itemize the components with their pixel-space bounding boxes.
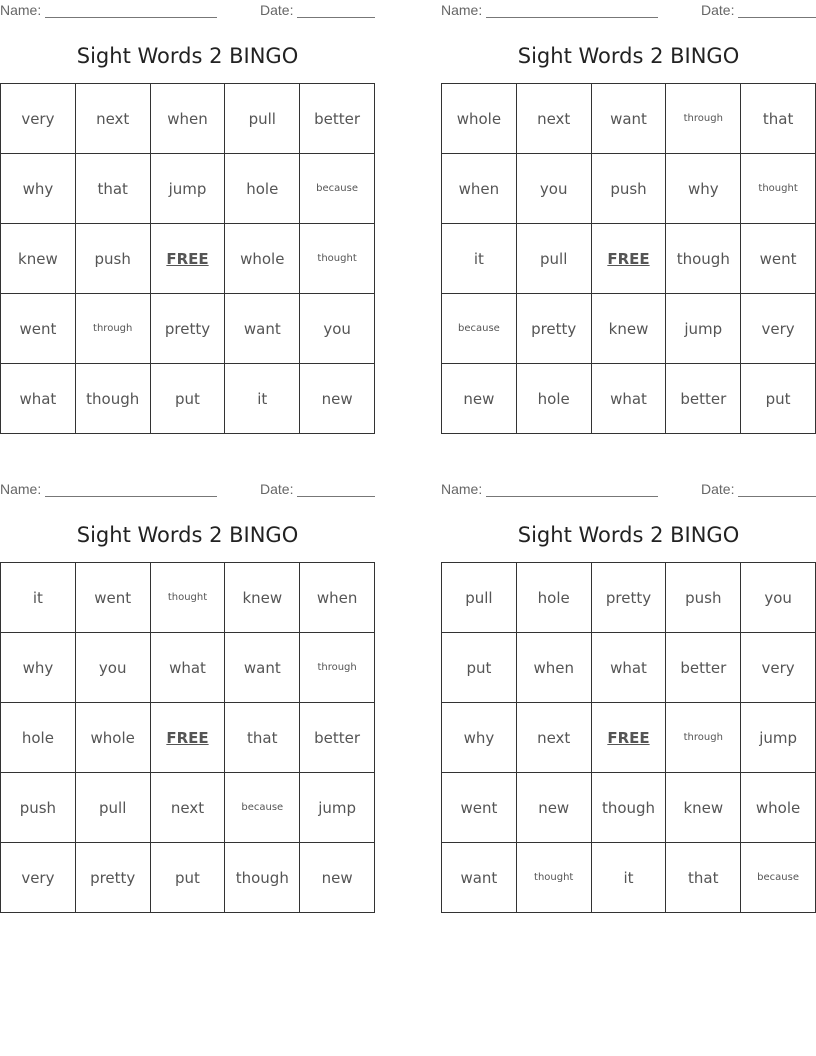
bingo-cell[interactable]: want xyxy=(225,294,300,364)
bingo-cell[interactable]: pretty xyxy=(592,563,667,633)
bingo-cell[interactable]: that xyxy=(76,154,151,224)
bingo-card xyxy=(0,479,375,919)
bingo-cell[interactable]: knew xyxy=(1,224,76,294)
bingo-card xyxy=(0,0,375,440)
bingo-cell[interactable]: better xyxy=(666,633,741,703)
free-space-cell[interactable]: FREE xyxy=(151,703,226,773)
name-label: Name: xyxy=(441,2,487,18)
bingo-cell[interactable]: put xyxy=(151,843,226,913)
bingo-cell[interactable]: whole xyxy=(76,703,151,773)
date-label: Date: xyxy=(701,2,739,18)
bingo-cell[interactable]: when xyxy=(442,154,517,224)
bingo-cell[interactable]: that xyxy=(741,84,816,154)
bingo-cell[interactable]: put xyxy=(442,633,517,703)
bingo-cell[interactable]: knew xyxy=(592,294,667,364)
bingo-cell[interactable]: better xyxy=(300,84,375,154)
name-date-header xyxy=(0,0,375,20)
bingo-cell[interactable]: why xyxy=(666,154,741,224)
bingo-cell[interactable]: next xyxy=(151,773,226,843)
bingo-cell[interactable]: next xyxy=(517,84,592,154)
free-space-cell[interactable]: FREE xyxy=(592,224,667,294)
date-blank-line[interactable] xyxy=(738,17,816,18)
bingo-cell[interactable]: because xyxy=(741,843,816,913)
bingo-cell[interactable]: push xyxy=(1,773,76,843)
bingo-cell[interactable]: through xyxy=(76,294,151,364)
bingo-cell[interactable]: push xyxy=(666,563,741,633)
bingo-cell[interactable]: very xyxy=(1,843,76,913)
card-title: Sight Words 2 BINGO xyxy=(517,44,740,68)
bingo-cell[interactable]: very xyxy=(741,633,816,703)
bingo-cell[interactable]: better xyxy=(300,703,375,773)
bingo-cell[interactable]: it xyxy=(1,563,76,633)
bingo-cell[interactable]: though xyxy=(225,843,300,913)
bingo-cell[interactable]: you xyxy=(76,633,151,703)
bingo-cell[interactable]: hole xyxy=(517,364,592,434)
bingo-cell[interactable]: very xyxy=(741,294,816,364)
bingo-cell[interactable]: it xyxy=(592,843,667,913)
bingo-cell[interactable]: that xyxy=(666,843,741,913)
bingo-cell[interactable]: new xyxy=(442,364,517,434)
bingo-cell[interactable]: next xyxy=(76,84,151,154)
name-blank-line[interactable] xyxy=(486,496,658,497)
free-space-cell[interactable]: FREE xyxy=(592,703,667,773)
bingo-cell[interactable]: when xyxy=(151,84,226,154)
bingo-cell[interactable]: whole xyxy=(741,773,816,843)
bingo-cell[interactable]: because xyxy=(300,154,375,224)
name-label: Name: xyxy=(441,481,487,497)
bingo-cell[interactable]: pull xyxy=(517,224,592,294)
name-date-header xyxy=(0,479,375,499)
bingo-cell[interactable]: pull xyxy=(442,563,517,633)
bingo-cell[interactable]: next xyxy=(517,703,592,773)
bingo-card xyxy=(441,479,816,919)
bingo-cell[interactable]: hole xyxy=(517,563,592,633)
name-blank-line[interactable] xyxy=(45,496,217,497)
bingo-cell[interactable]: through xyxy=(666,84,741,154)
bingo-cell[interactable]: want xyxy=(442,843,517,913)
bingo-grid xyxy=(0,83,375,434)
name-blank-line[interactable] xyxy=(45,17,217,18)
bingo-cell[interactable]: push xyxy=(592,154,667,224)
bingo-cell[interactable]: through xyxy=(666,703,741,773)
bingo-cell[interactable]: new xyxy=(300,843,375,913)
bingo-card xyxy=(441,0,816,440)
bingo-cell[interactable]: though xyxy=(76,364,151,434)
bingo-cell[interactable]: why xyxy=(1,633,76,703)
bingo-cell[interactable]: it xyxy=(225,364,300,434)
bingo-cell[interactable]: what xyxy=(151,633,226,703)
bingo-cell[interactable]: jump xyxy=(300,773,375,843)
bingo-cell[interactable]: thought xyxy=(300,224,375,294)
bingo-cell[interactable]: better xyxy=(666,364,741,434)
date-blank-line[interactable] xyxy=(297,496,375,497)
bingo-cell[interactable]: knew xyxy=(225,563,300,633)
name-blank-line[interactable] xyxy=(486,17,658,18)
name-label: Name: xyxy=(0,481,46,497)
name-label: Name: xyxy=(0,2,46,18)
bingo-cell[interactable]: though xyxy=(666,224,741,294)
bingo-cell[interactable]: pull xyxy=(76,773,151,843)
free-space-cell[interactable]: FREE xyxy=(151,224,226,294)
bingo-cell[interactable]: went xyxy=(442,773,517,843)
bingo-cell[interactable]: pretty xyxy=(76,843,151,913)
bingo-cell[interactable]: put xyxy=(741,364,816,434)
bingo-grid xyxy=(0,562,375,913)
bingo-cell[interactable]: through xyxy=(300,633,375,703)
name-date-header xyxy=(441,479,816,499)
bingo-cell[interactable]: very xyxy=(1,84,76,154)
bingo-cell[interactable]: push xyxy=(76,224,151,294)
bingo-cell[interactable]: that xyxy=(225,703,300,773)
bingo-cell[interactable]: whole xyxy=(225,224,300,294)
bingo-cell[interactable]: it xyxy=(442,224,517,294)
bingo-cell[interactable]: you xyxy=(741,563,816,633)
bingo-cell[interactable]: why xyxy=(1,154,76,224)
bingo-cell[interactable]: want xyxy=(592,84,667,154)
date-label: Date: xyxy=(260,481,298,497)
bingo-cell[interactable]: want xyxy=(225,633,300,703)
date-label: Date: xyxy=(260,2,298,18)
bingo-cell[interactable]: new xyxy=(517,773,592,843)
card-title: Sight Words 2 BINGO xyxy=(517,523,740,547)
bingo-cell[interactable]: went xyxy=(1,294,76,364)
bingo-cell[interactable]: jump xyxy=(666,294,741,364)
bingo-cell[interactable]: went xyxy=(76,563,151,633)
bingo-cell[interactable]: thought xyxy=(517,843,592,913)
bingo-cell[interactable]: new xyxy=(300,364,375,434)
bingo-cell[interactable]: when xyxy=(517,633,592,703)
bingo-cell[interactable]: put xyxy=(151,364,226,434)
bingo-cell[interactable]: jump xyxy=(151,154,226,224)
bingo-cell[interactable]: though xyxy=(592,773,667,843)
bingo-cell[interactable]: because xyxy=(225,773,300,843)
bingo-cell[interactable]: because xyxy=(442,294,517,364)
bingo-cell[interactable]: pretty xyxy=(517,294,592,364)
bingo-cell[interactable]: hole xyxy=(225,154,300,224)
card-title: Sight Words 2 BINGO xyxy=(76,44,299,68)
bingo-cell[interactable]: you xyxy=(300,294,375,364)
bingo-cell[interactable]: whole xyxy=(442,84,517,154)
date-blank-line[interactable] xyxy=(738,496,816,497)
bingo-cell[interactable]: what xyxy=(1,364,76,434)
bingo-cell[interactable]: what xyxy=(592,633,667,703)
bingo-cell[interactable]: hole xyxy=(1,703,76,773)
bingo-cell[interactable]: thought xyxy=(151,563,226,633)
name-date-header xyxy=(441,0,816,20)
bingo-cell[interactable]: thought xyxy=(741,154,816,224)
bingo-cell[interactable]: jump xyxy=(741,703,816,773)
bingo-cell[interactable]: went xyxy=(741,224,816,294)
bingo-cell[interactable]: you xyxy=(517,154,592,224)
bingo-cell[interactable]: why xyxy=(442,703,517,773)
bingo-cell[interactable]: knew xyxy=(666,773,741,843)
date-label: Date: xyxy=(701,481,739,497)
bingo-cell[interactable]: pull xyxy=(225,84,300,154)
date-blank-line[interactable] xyxy=(297,17,375,18)
bingo-cell[interactable]: when xyxy=(300,563,375,633)
bingo-grid xyxy=(441,83,816,434)
card-title: Sight Words 2 BINGO xyxy=(76,523,299,547)
bingo-cell[interactable]: what xyxy=(592,364,667,434)
bingo-cell[interactable]: pretty xyxy=(151,294,226,364)
bingo-grid xyxy=(441,562,816,913)
